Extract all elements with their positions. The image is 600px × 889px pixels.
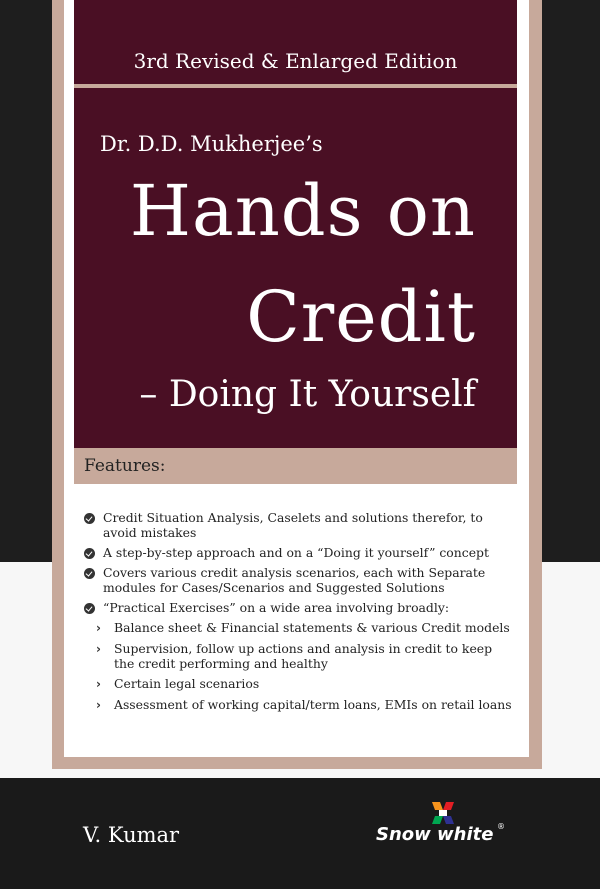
- feature-subitem: [84, 676, 514, 692]
- book-subtitle: – Doing It Yourself: [139, 374, 476, 415]
- features-label: Features:: [84, 456, 166, 476]
- chevron-right-icon: ›: [96, 642, 101, 656]
- feature-text: Credit Situation Analysis, Caselets and solutions therefor, to avoid mistakes: [103, 510, 483, 540]
- feature-text: “Practical Exercises” on a wide area involving broadly:: [103, 600, 450, 615]
- feature-subtext: Certain legal scenarios: [114, 676, 260, 691]
- author-line: Dr. D.D. Mukherjee’s: [100, 132, 323, 156]
- chevron-right-icon: ›: [96, 677, 101, 691]
- registered-mark: ®: [497, 822, 505, 831]
- chevron-right-icon: ›: [96, 621, 101, 635]
- feature-subitem: [84, 697, 514, 713]
- feature-item: [84, 510, 514, 540]
- feature-subtext: Assessment of working capital/term loans, EMIs on retail loans: [114, 697, 512, 712]
- feature-subitem: [84, 620, 514, 636]
- publisher-name: Snow white: [376, 824, 494, 845]
- feature-text: A step-by-step approach and on a “Doing it yourself” concept: [103, 545, 489, 560]
- feature-subitem: [84, 641, 514, 671]
- book-title-line1: Hands on: [129, 170, 476, 252]
- feature-subtext: Balance sheet & Financial statements & various Credit models: [114, 620, 510, 635]
- check-circle-icon: [84, 603, 95, 614]
- author-name: V. Kumar: [83, 823, 180, 847]
- feature-item: [84, 565, 514, 595]
- edition-text: 3rd Revised & Enlarged Edition: [133, 49, 458, 73]
- check-circle-icon: [84, 568, 95, 579]
- feature-item: [84, 600, 514, 615]
- feature-subtext: Supervision, follow up actions and analysis in credit to keep the credit performing and healthy: [114, 641, 493, 671]
- chevron-right-icon: ›: [96, 698, 101, 712]
- feature-text: Covers various credit analysis scenarios, each with Separate modules for Cases/Scenarios and Suggested Solutions: [103, 565, 486, 595]
- feature-item: [84, 545, 514, 560]
- publisher-logo-icon: [430, 802, 456, 824]
- check-circle-icon: [84, 513, 95, 524]
- publisher-logo: [376, 802, 506, 848]
- book-title-line2: Credit: [246, 276, 476, 358]
- check-circle-icon: [84, 548, 95, 559]
- features-list: [84, 510, 514, 718]
